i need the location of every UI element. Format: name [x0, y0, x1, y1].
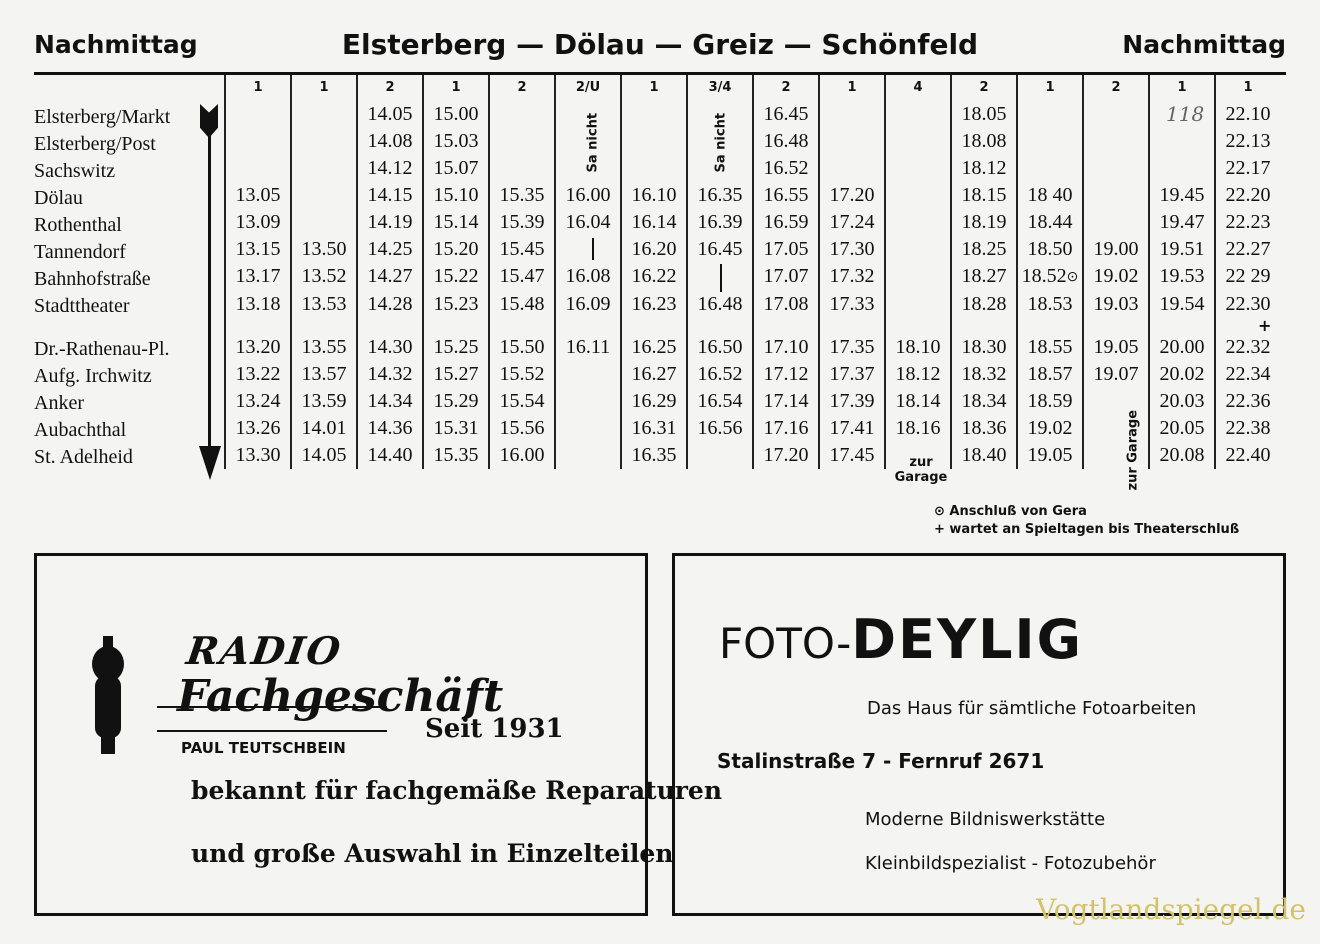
- time-cell: 18.34: [951, 388, 1017, 415]
- foto-brand-b: DEYLIG: [851, 608, 1083, 671]
- time-cell: [489, 101, 555, 128]
- time-cell: [885, 263, 951, 291]
- time-cell: [885, 182, 951, 209]
- time-cell: 17.32: [819, 263, 885, 291]
- time-cell: [489, 128, 555, 155]
- direction-arrow-line: [208, 118, 211, 458]
- time-cell: 15.31: [423, 415, 489, 442]
- column-header: 1: [291, 75, 357, 101]
- time-cell: 15.23: [423, 291, 489, 318]
- time-cell: 15.00: [423, 101, 489, 128]
- time-cell: [621, 155, 687, 182]
- time-cell: 17.39: [819, 388, 885, 415]
- time-cell: 20.03: [1149, 388, 1215, 415]
- watermark: Vogtlandspiegel.de: [1036, 893, 1306, 926]
- time-cell: [885, 236, 951, 263]
- foto-address: Stalinstraße 7 - Fernruf 2671: [717, 749, 1045, 773]
- stop-name: Aufg. Irchwitz: [34, 365, 152, 387]
- note-zur-label: zur: [909, 455, 933, 470]
- time-cell: 22.30: [1215, 291, 1280, 318]
- time-cell: 17.30: [819, 236, 885, 263]
- time-cell: 16.39: [687, 209, 753, 236]
- time-cell: 15.39: [489, 209, 555, 236]
- time-cell: [1017, 263, 1083, 291]
- time-cell: 18.36: [951, 415, 1017, 442]
- time-cell: [885, 291, 951, 318]
- time-cell: 13.24: [225, 388, 291, 415]
- time-cell: 18.15: [951, 182, 1017, 209]
- column-header: 4: [885, 75, 951, 101]
- time-cell: [555, 388, 621, 415]
- time-cell: 15.45: [489, 236, 555, 263]
- time-cell: 16.54: [687, 388, 753, 415]
- time-cell: [687, 442, 753, 469]
- time-cell: 19.47: [1149, 209, 1215, 236]
- time-cell: 13.05: [225, 182, 291, 209]
- time-cell: 17.41: [819, 415, 885, 442]
- table-row: [225, 361, 1280, 388]
- time-cell: 18.55: [1017, 334, 1083, 361]
- time-cell: 13.30: [225, 442, 291, 469]
- time-cell: 22.32: [1215, 334, 1280, 361]
- time-cell: [1083, 101, 1149, 128]
- time-cell: 20.08: [1149, 442, 1215, 469]
- note-zur-garage: [886, 455, 956, 485]
- plus-marker: +: [1258, 316, 1272, 335]
- note-bar-1: [592, 238, 594, 260]
- time-cell: 16.10: [621, 182, 687, 209]
- time-cell: 18.25: [951, 236, 1017, 263]
- foto-brand: [719, 608, 1083, 671]
- time-cell: [885, 155, 951, 182]
- time-cell: 15.50: [489, 334, 555, 361]
- time-cell: 16.35: [621, 442, 687, 469]
- time-cell: 13.59: [291, 388, 357, 415]
- time-cell: 14.27: [357, 263, 423, 291]
- time-cell: 18.40: [951, 442, 1017, 469]
- column-header: 1: [1149, 75, 1215, 101]
- ad-foto: [672, 553, 1286, 916]
- time-cell: 16.48: [753, 128, 819, 155]
- time-cell: 14.12: [357, 155, 423, 182]
- page-title: Elsterberg — Dölau — Greiz — Schönfeld: [341, 28, 979, 61]
- time-cell: 16.25: [621, 334, 687, 361]
- legend-plus: + wartet an Spieltagen bis Theaterschluß: [934, 522, 1240, 537]
- table-row: [225, 101, 1280, 128]
- stop-name: Tannendorf: [34, 241, 126, 263]
- time-cell: 16.08: [555, 263, 621, 291]
- stop-name: Dr.-Rathenau-Pl.: [34, 338, 170, 360]
- time-cell: [555, 361, 621, 388]
- column-header: 1: [423, 75, 489, 101]
- time-cell: 17.05: [753, 236, 819, 263]
- time-cell: 15.20: [423, 236, 489, 263]
- time-cell: 16.52: [687, 361, 753, 388]
- time-cell: 20.05: [1149, 415, 1215, 442]
- table-row: [225, 236, 1280, 263]
- time-cell: 17.45: [819, 442, 885, 469]
- time-cell: [1083, 155, 1149, 182]
- foto-line-2: Kleinbildspezialist - Fotozubehör: [865, 853, 1156, 874]
- time-cell: [291, 101, 357, 128]
- time-cell: [225, 101, 291, 128]
- time-cell: 14.19: [357, 209, 423, 236]
- time-cell: [1083, 182, 1149, 209]
- time-cell: 19.45: [1149, 182, 1215, 209]
- time-cell: 16.48: [687, 291, 753, 318]
- time-cell: [225, 155, 291, 182]
- time-cell: 22.36: [1215, 388, 1280, 415]
- time-cell: 19.00: [1083, 236, 1149, 263]
- time-cell: 18 40: [1017, 182, 1083, 209]
- time-cell: 19.02: [1083, 263, 1149, 291]
- table-row: [225, 209, 1280, 236]
- time-value: 18.52: [1021, 265, 1067, 287]
- time-cell: 15.03: [423, 128, 489, 155]
- stop-name: Dölau: [34, 187, 83, 209]
- ring-marker-icon: ⊙: [1066, 269, 1079, 285]
- time-cell: 18.53: [1017, 291, 1083, 318]
- time-cell: 14.30: [357, 334, 423, 361]
- time-cell: [819, 101, 885, 128]
- time-cell: 18.57: [1017, 361, 1083, 388]
- column-header: 1: [1215, 75, 1280, 101]
- time-cell: 16.04: [555, 209, 621, 236]
- time-cell: 19.07: [1083, 361, 1149, 388]
- stop-name: Stadttheater: [34, 295, 130, 317]
- time-cell: 16.59: [753, 209, 819, 236]
- time-cell: 13.57: [291, 361, 357, 388]
- column-header: 2: [1083, 75, 1149, 101]
- time-cell: [225, 128, 291, 155]
- time-cell: [1149, 155, 1215, 182]
- time-cell: 22 29: [1215, 263, 1280, 291]
- time-cell: 19.05: [1083, 334, 1149, 361]
- time-cell: 14.01: [291, 415, 357, 442]
- time-cell: 17.16: [753, 415, 819, 442]
- time-cell: [1083, 128, 1149, 155]
- header-right: Nachmittag: [1122, 30, 1286, 59]
- time-cell: 18.30: [951, 334, 1017, 361]
- table-row: [225, 155, 1280, 182]
- time-cell: [819, 128, 885, 155]
- time-cell: 14.08: [357, 128, 423, 155]
- time-cell: [885, 128, 951, 155]
- time-cell: 22.17: [1215, 155, 1280, 182]
- time-cell: 18.05: [951, 101, 1017, 128]
- time-cell: 22.27: [1215, 236, 1280, 263]
- column-header: 2: [489, 75, 555, 101]
- time-cell: 18.44: [1017, 209, 1083, 236]
- stop-name: St. Adelheid: [34, 446, 133, 468]
- time-cell: 13.17: [225, 263, 291, 291]
- radio-line-2: und große Auswahl in Einzelteilen: [191, 839, 674, 868]
- time-cell: 22.23: [1215, 209, 1280, 236]
- time-cell: 13.50: [291, 236, 357, 263]
- table-row: [225, 263, 1280, 291]
- time-cell: 16.00: [555, 182, 621, 209]
- note-sa-nicht-2: Sa nicht: [713, 112, 729, 173]
- time-cell: 14.25: [357, 236, 423, 263]
- time-cell: 22.34: [1215, 361, 1280, 388]
- time-cell: 16.22: [621, 263, 687, 291]
- time-cell: 17.33: [819, 291, 885, 318]
- time-cell: 15.47: [489, 263, 555, 291]
- time-cell: 22.38: [1215, 415, 1280, 442]
- time-cell: 17.10: [753, 334, 819, 361]
- time-cell: 18.27: [951, 263, 1017, 291]
- column-header: 3/4: [687, 75, 753, 101]
- time-cell: 18.50: [1017, 236, 1083, 263]
- time-cell: 15.14: [423, 209, 489, 236]
- direction-arrow-head-icon: [199, 446, 221, 480]
- column-header: 2: [951, 75, 1017, 101]
- time-cell: 13.52: [291, 263, 357, 291]
- time-cell: 13.26: [225, 415, 291, 442]
- column-header: 1: [621, 75, 687, 101]
- time-cell: 17.35: [819, 334, 885, 361]
- time-cell: 14.36: [357, 415, 423, 442]
- time-cell: 18.14: [885, 388, 951, 415]
- radio-subtitle: Fachgeschäft: [177, 671, 504, 722]
- time-cell: 15.29: [423, 388, 489, 415]
- time-cell: 17.20: [819, 182, 885, 209]
- time-cell: [885, 101, 951, 128]
- table-row: [225, 182, 1280, 209]
- time-cell: [1017, 101, 1083, 128]
- time-cell: 16.27: [621, 361, 687, 388]
- radio-tube-icon: [87, 636, 129, 756]
- table-row: [225, 128, 1280, 155]
- time-cell: 15.56: [489, 415, 555, 442]
- time-cell: 16.29: [621, 388, 687, 415]
- time-cell: [819, 155, 885, 182]
- time-cell: 16.20: [621, 236, 687, 263]
- time-cell: 17.37: [819, 361, 885, 388]
- time-cell: 20.00: [1149, 334, 1215, 361]
- radio-since: Seit 1931: [425, 714, 564, 744]
- time-cell: 19.51: [1149, 236, 1215, 263]
- stop-name: Anker: [34, 392, 84, 414]
- time-cell: 16.14: [621, 209, 687, 236]
- column-header-row: [225, 75, 1280, 101]
- legend-ring: ⊙ Anschluß von Gera: [934, 504, 1087, 519]
- time-cell: 17.20: [753, 442, 819, 469]
- column-header: 1: [225, 75, 291, 101]
- time-cell: 16.55: [753, 182, 819, 209]
- time-cell: 18.19: [951, 209, 1017, 236]
- time-cell: [291, 182, 357, 209]
- table-row: [225, 291, 1280, 318]
- column-header: 1: [819, 75, 885, 101]
- time-cell: 18.28: [951, 291, 1017, 318]
- time-cell: [291, 128, 357, 155]
- time-cell: 22.13: [1215, 128, 1280, 155]
- stop-name: Bahnhofstraße: [34, 268, 151, 290]
- foto-brand-a: FOTO-: [719, 619, 852, 668]
- time-cell: 22.40: [1215, 442, 1280, 469]
- time-cell: [291, 155, 357, 182]
- time-cell: 20.02: [1149, 361, 1215, 388]
- time-cell: 16.45: [687, 236, 753, 263]
- note-sa-nicht-1: Sa nicht: [585, 112, 601, 173]
- time-cell: 13.22: [225, 361, 291, 388]
- time-cell: 22.20: [1215, 182, 1280, 209]
- time-cell: 14.15: [357, 182, 423, 209]
- time-cell: 13.20: [225, 334, 291, 361]
- radio-line-1: bekannt für fachgemäße Reparaturen: [191, 776, 723, 805]
- time-cell: [555, 442, 621, 469]
- time-cell: 16.35: [687, 182, 753, 209]
- time-cell: 15.35: [423, 442, 489, 469]
- time-cell: 15.25: [423, 334, 489, 361]
- time-cell: 15.07: [423, 155, 489, 182]
- time-cell: [291, 209, 357, 236]
- time-cell: [621, 101, 687, 128]
- time-cell: 15.10: [423, 182, 489, 209]
- time-cell: [1149, 128, 1215, 155]
- time-cell: 16.50: [687, 334, 753, 361]
- time-cell: [621, 128, 687, 155]
- time-cell: [555, 236, 621, 263]
- time-cell: 16.00: [489, 442, 555, 469]
- time-cell: 19.53: [1149, 263, 1215, 291]
- stop-name: Aubachthal: [34, 419, 127, 441]
- time-cell: 18.59: [1017, 388, 1083, 415]
- column-header: 2: [753, 75, 819, 101]
- time-cell: 15.22: [423, 263, 489, 291]
- timetable: [224, 75, 1280, 469]
- time-cell: [555, 415, 621, 442]
- column-header: 1: [1017, 75, 1083, 101]
- time-cell: 18.32: [951, 361, 1017, 388]
- radio-owner: PAUL TEUTSCHBEIN: [181, 739, 346, 757]
- time-cell: 19.05: [1017, 442, 1083, 469]
- time-cell: [489, 155, 555, 182]
- time-cell: [1017, 128, 1083, 155]
- time-cell: 14.05: [291, 442, 357, 469]
- time-cell: 16.45: [753, 101, 819, 128]
- time-cell: 14.32: [357, 361, 423, 388]
- time-cell: 17.07: [753, 263, 819, 291]
- table-row: [225, 334, 1280, 361]
- column-header: 2/U: [555, 75, 621, 101]
- table-row: [225, 388, 1280, 415]
- time-cell: 15.48: [489, 291, 555, 318]
- time-cell: 15.27: [423, 361, 489, 388]
- time-cell: 13.15: [225, 236, 291, 263]
- time-cell: 16.23: [621, 291, 687, 318]
- note-garage-label: Garage: [894, 470, 948, 485]
- time-cell: 16.09: [555, 291, 621, 318]
- time-cell: 15.54: [489, 388, 555, 415]
- stop-name: Elsterberg/Post: [34, 133, 156, 155]
- time-cell: 13.18: [225, 291, 291, 318]
- time-cell: 16.52: [753, 155, 819, 182]
- time-cell: 13.53: [291, 291, 357, 318]
- time-cell: 17.14: [753, 388, 819, 415]
- time-cell: 15.52: [489, 361, 555, 388]
- time-cell: 22.10: [1215, 101, 1280, 128]
- time-cell: 19.02: [1017, 415, 1083, 442]
- time-cell: 18.12: [951, 155, 1017, 182]
- time-cell: 14.28: [357, 291, 423, 318]
- note-zur-garage-vertical: zur Garage: [1125, 409, 1141, 491]
- time-cell: 14.40: [357, 442, 423, 469]
- time-cell: 15.35: [489, 182, 555, 209]
- stop-name: Elsterberg/Markt: [34, 106, 171, 128]
- time-cell: 16.31: [621, 415, 687, 442]
- time-cell: [1083, 209, 1149, 236]
- column-header: 2: [357, 75, 423, 101]
- note-bar-2: [720, 264, 722, 292]
- time-cell: 13.09: [225, 209, 291, 236]
- table-row: [225, 415, 1280, 442]
- time-cell: 18.16: [885, 415, 951, 442]
- row-gap: [225, 318, 1280, 334]
- time-cell: 17.08: [753, 291, 819, 318]
- foto-line-1: Moderne Bildniswerkstätte: [865, 809, 1106, 830]
- time-cell: 14.05: [357, 101, 423, 128]
- stop-name: Sachswitz: [34, 160, 116, 182]
- time-cell: 17.12: [753, 361, 819, 388]
- time-cell: 17.24: [819, 209, 885, 236]
- ad-radio: [34, 553, 723, 916]
- time-cell: 16.11: [555, 334, 621, 361]
- stop-name: Rothenthal: [34, 214, 122, 236]
- table-row: [225, 442, 1280, 469]
- time-cell: 18.08: [951, 128, 1017, 155]
- time-cell: [885, 209, 951, 236]
- foto-tagline: Das Haus für sämtliche Fotoarbeiten: [867, 698, 1197, 719]
- time-cell: 18.10: [885, 334, 951, 361]
- time-cell: 14.34: [357, 388, 423, 415]
- time-cell: 19.03: [1083, 291, 1149, 318]
- time-cell: 16.56: [687, 415, 753, 442]
- header-left: Nachmittag: [34, 30, 198, 59]
- time-cell: [1017, 155, 1083, 182]
- radio-title: RADIO: [183, 628, 346, 673]
- time-cell: 18.12: [885, 361, 951, 388]
- handwritten-note: 118: [1166, 102, 1205, 126]
- time-cell: 19.54: [1149, 291, 1215, 318]
- time-cell: 13.55: [291, 334, 357, 361]
